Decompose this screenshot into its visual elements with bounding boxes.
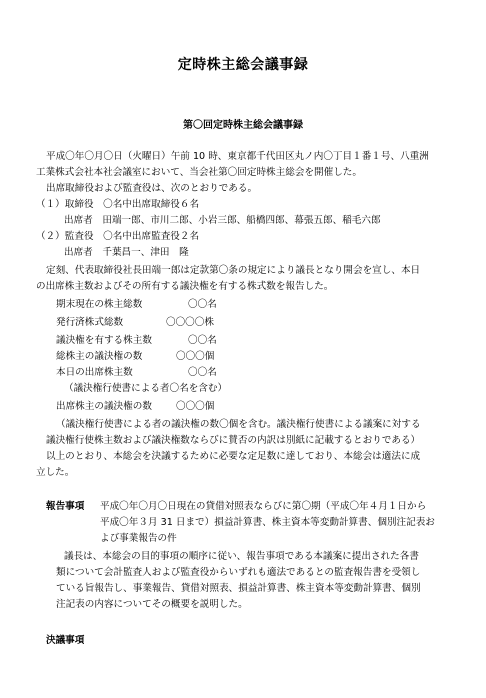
stat-label: 議決権を有する株主数 [56, 335, 152, 346]
directors-heading: （１）取締役 〇名中出席取締役６名 [36, 199, 200, 210]
auditors-list: 出席者 千葉昌一、津田 隆 [64, 247, 189, 258]
report-explanation-line-3: ている旨報告し、事業報告、貸借対照表、損益計算書、株主資本等変動計算書、個別 [56, 583, 421, 594]
directors-list: 出席者 田端一郎、市川二郎、小岩三郎、船橋四郎、幕張五郎、稲毛六郎 [64, 215, 381, 226]
voting-note-line-1: （議決権行使書による者の議決権の数〇個を含む。議決権行使書による議案に対する [56, 419, 421, 430]
opening-line-1: 平成〇年〇月〇日（火曜日）午前 10 時、東京都千代田区丸ノ内〇丁目１番１号、八重洲 [46, 151, 429, 162]
proxy-note: （議決権行使書による者〇名を含む） [64, 383, 228, 394]
stat-value: 〇〇〇〇株 [166, 317, 214, 328]
meeting-subtitle: 第〇回定時株主総会議事録 [183, 120, 303, 131]
stat-label: 総株主の議決権の数 [56, 351, 143, 362]
attendees-intro: 出席取締役および監査役は、次のとおりである。 [46, 183, 258, 194]
chair-line-2: の出席株主数およびその所有する議決権を有する株式数を報告した。 [36, 281, 334, 292]
quorum-line-2: 立した。 [36, 467, 75, 478]
voting-note-line-2: 議決権行使株主数および議決権数ならびに賛否の内訳は別紙に記載するとおりである） [46, 435, 421, 446]
stat-label: 本日の出席株主数 [56, 367, 133, 378]
stat-value: 〇〇名 [188, 335, 217, 346]
stat-label: 発行済株式総数 [56, 317, 124, 328]
stat-value: 〇〇〇個 [176, 401, 215, 412]
document-title: 定時株主総会議事録 [177, 57, 309, 73]
report-item-line-3: よび事業報告の件 [100, 533, 177, 544]
report-item-line-1: 平成〇年〇月〇日現在の貸借対照表ならびに第〇期（平成〇年４月１日から [100, 501, 427, 512]
report-item-line-2: 平成〇年３月 31 日まで）損益計算書、株主資本等変動計算書、個別注記表お [100, 517, 435, 528]
stat-value: 〇〇〇個 [176, 351, 215, 362]
stat-value: 〇〇名 [188, 367, 217, 378]
stat-value: 〇〇名 [188, 299, 217, 310]
chair-line-1: 定刻、代表取締役社長田端一郎は定款第〇条の規定により議長となり開会を宣し、本日 [46, 265, 421, 276]
stat-label: 期末現在の株主総数 [56, 299, 143, 310]
stat-label: 出席株主の議決権の数 [56, 401, 152, 412]
report-items-label: 報告事項 [46, 501, 85, 512]
report-explanation-line-2: 類について会計監査人および監査役からいずれも適法であるとの監査報告書を受領し [56, 567, 421, 578]
report-explanation-line-1: 議長は、本総会の目的事項の順序に従い、報告事項である本議案に提出された各書 [64, 551, 419, 562]
auditors-heading: （２）監査役 〇名中出席監査役２名 [36, 231, 200, 242]
opening-line-2: 工業株式会社本社会議室において、当会社第〇回定時株主総会を開催した。 [36, 167, 362, 178]
report-explanation-line-4: 注記表の内容についてその概要を説明した。 [56, 599, 248, 610]
quorum-line-1: 以上のとおり、本総会を決議するために必要な定足数に達しており、本総会は適法に成 [46, 451, 421, 462]
resolution-items-label: 決議事項 [46, 635, 85, 646]
